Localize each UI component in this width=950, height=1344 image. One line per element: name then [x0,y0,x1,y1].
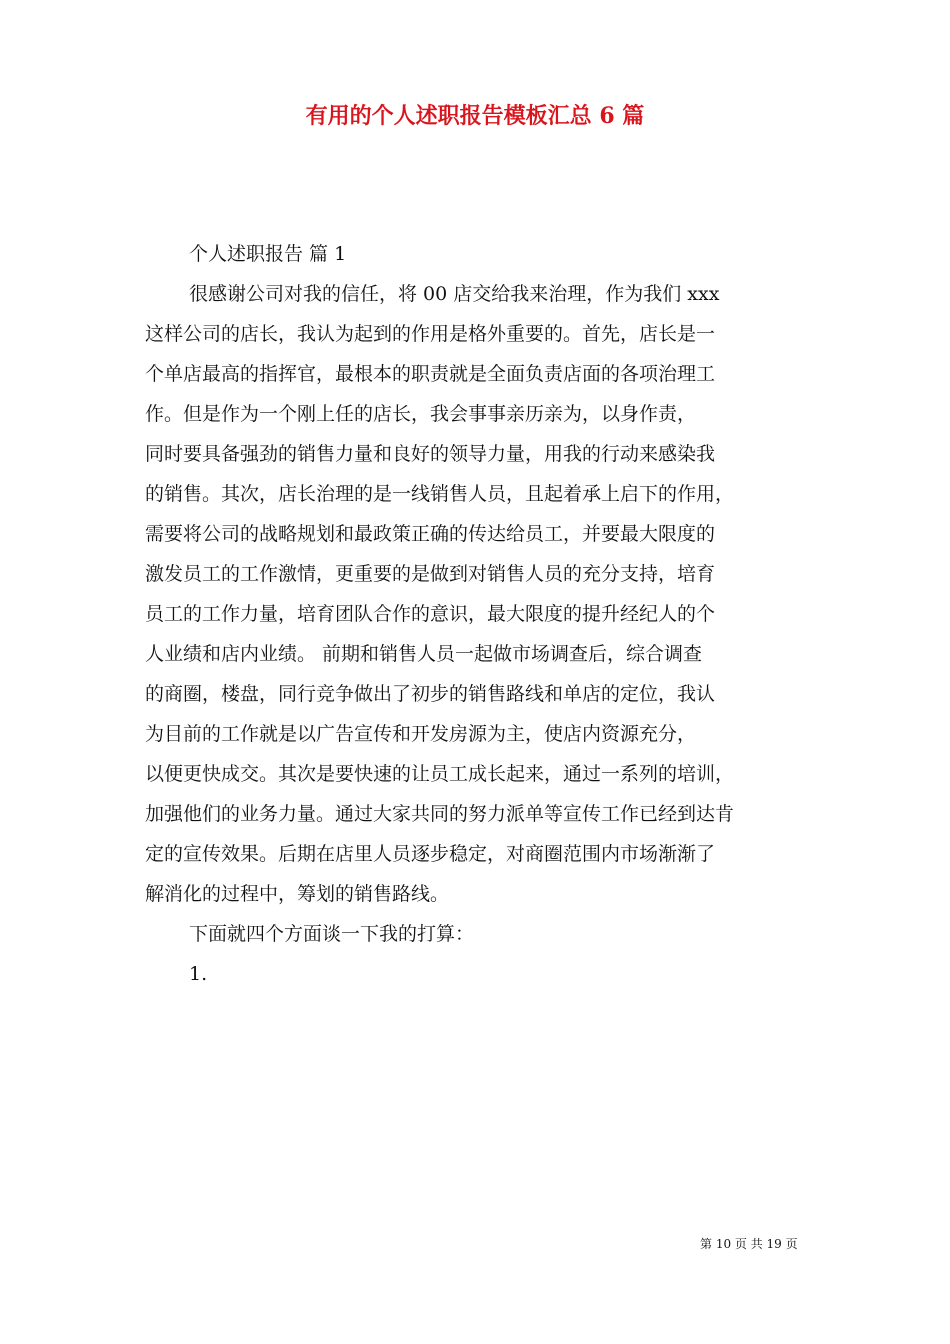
page-number: 第 10 页 共 19 页 [700,1237,798,1251]
body-line: 1. [189,963,208,985]
body-line: 下面就四个方面谈一下我的打算： [189,923,475,945]
body-line: 同时要具备强劲的销售力量和良好的领导力量，用我的行动来感染我 [145,443,716,465]
body-line: 这样公司的店长，我认为起到的作用是格外重要的。首先，店长是一 [145,323,716,345]
body-line: 以便更快成交。其次是要快速的让员工成长起来，通过一系列的培训， [145,763,735,785]
body-line: 人业绩和店内业绩。 前期和销售人员一起做市场调查后，综合调查 [145,643,703,665]
body-line: 的销售。其次，店长治理的是一线销售人员，且起着承上启下的作用， [145,483,735,505]
body-line: 员工的工作力量，培育团队合作的意识，最大限度的提升经纪人的个 [145,603,716,625]
document-body [145,234,825,994]
body-line: 解消化的过程中，筹划的销售路线。 [145,883,450,905]
body-line: 加强他们的业务力量。通过大家共同的努力派单等宣传工作已经到达肯 [145,803,735,825]
body-line: 定的宣传效果。后期在店里人员逐步稳定，对商圈范围内市场渐渐了 [145,843,716,865]
body-line: 作。但是作为一个刚上任的店长，我会事事亲历亲为，以身作责， [145,403,697,425]
body-line: 很感谢公司对我的信任，将 00 店交给我来治理，作为我们 xxx [189,283,720,305]
body-line: 激发员工的工作激情，更重要的是做到对销售人员的充分支持，培育 [145,563,716,585]
body-line: 需要将公司的战略规划和最政策正确的传达给员工，并要最大限度的 [145,523,716,545]
document-title: 有用的个人述职报告模板汇总 6 篇 [305,103,645,129]
body-line: 为目前的工作就是以广告宣传和开发房源为主，使店内资源充分， [145,723,697,745]
body-line: 的商圈，楼盘，同行竞争做出了初步的销售路线和单店的定位，我认 [145,683,716,705]
body-line: 个人述职报告 篇 1 [189,243,347,265]
body-line: 个单店最高的指挥官，最根本的职责就是全面负责店面的各项治理工 [145,363,716,385]
